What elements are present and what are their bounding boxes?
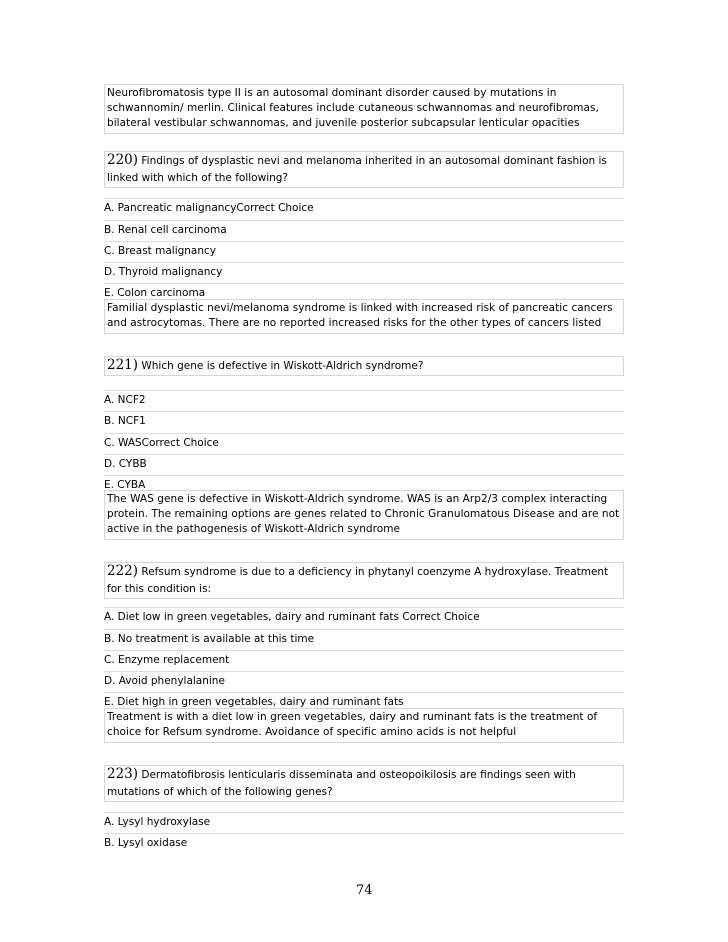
question-223 <box>104 765 624 802</box>
option-b: B. NCF1 <box>104 411 624 428</box>
option-e: E. CYBA <box>104 475 624 492</box>
option-c: C. WASCorrect Choice <box>104 433 624 450</box>
explanation-intro: Neurofibromatosis type II is an autosomal dominant disorder caused by mutations in schwannomin/ merlin. Clinical features include cutaneous schwannomas and neurofibromas, bilateral vestibular schwannomas, and juvenile posterior subcapsular lenticular opacities <box>104 84 624 134</box>
question-text: Which gene is defective in Wiskott-Aldrich syndrome? <box>141 360 424 372</box>
question-number: 223) <box>107 766 139 782</box>
question-221 <box>104 356 624 376</box>
question-text: Dermatofibrosis lenticularis disseminata and osteopoikilosis are findings seen with mutations of which of the following genes? <box>107 769 576 798</box>
option-a: A. NCF2 <box>104 390 624 407</box>
option-a: A. Diet low in green vegetables, dairy and ruminant fats Correct Choice <box>104 607 624 624</box>
question-222 <box>104 562 624 599</box>
explanation-222: Treatment is with a diet low in green vegetables, dairy and ruminant fats is the treatment of choice for Refsum syndrome. Avoidance of specific amino acids is not helpful <box>104 708 624 743</box>
question-number: 222) <box>107 563 139 579</box>
option-a: A. Pancreatic malignancyCorrect Choice <box>104 198 624 215</box>
question-number: 220) <box>107 152 139 168</box>
option-b: B. Lysyl oxidase <box>104 833 624 850</box>
question-220 <box>104 151 624 188</box>
option-b: B. No treatment is available at this time <box>104 629 624 646</box>
option-e: E. Diet high in green vegetables, dairy and ruminant fats <box>104 692 624 709</box>
option-c: C. Breast malignancy <box>104 241 624 258</box>
question-text: Refsum syndrome is due to a deficiency in phytanyl coenzyme A hydroxylase. Treatment for this condition is: <box>107 566 609 595</box>
option-b: B. Renal cell carcinoma <box>104 220 624 237</box>
explanation-220: Familial dysplastic nevi/melanoma syndrome is linked with increased risk of pancreatic cancers and astrocytomas. There are no reported increased risks for the other types of cancers listed <box>104 299 624 334</box>
explanation-221: The WAS gene is defective in Wiskott-Aldrich syndrome. WAS is an Arp2/3 complex interacting protein. The remaining options are genes related to Chronic Granulomatous Disease and are not active in the pathogenesis of Wiskott-Aldrich syndrome <box>104 490 624 540</box>
option-d: D. CYBB <box>104 454 624 471</box>
question-text: Findings of dysplastic nevi and melanoma inherited in an autosomal dominant fashion is linked with which of the following? <box>107 155 607 184</box>
option-d: D. Thyroid malignancy <box>104 262 624 279</box>
page-number: 74 <box>356 883 373 898</box>
option-d: D. Avoid phenylalanine <box>104 671 624 688</box>
option-e: E. Colon carcinoma <box>104 283 624 300</box>
question-number: 221) <box>107 357 139 373</box>
option-a: A. Lysyl hydroxylase <box>104 812 624 829</box>
option-c: C. Enzyme replacement <box>104 650 624 667</box>
